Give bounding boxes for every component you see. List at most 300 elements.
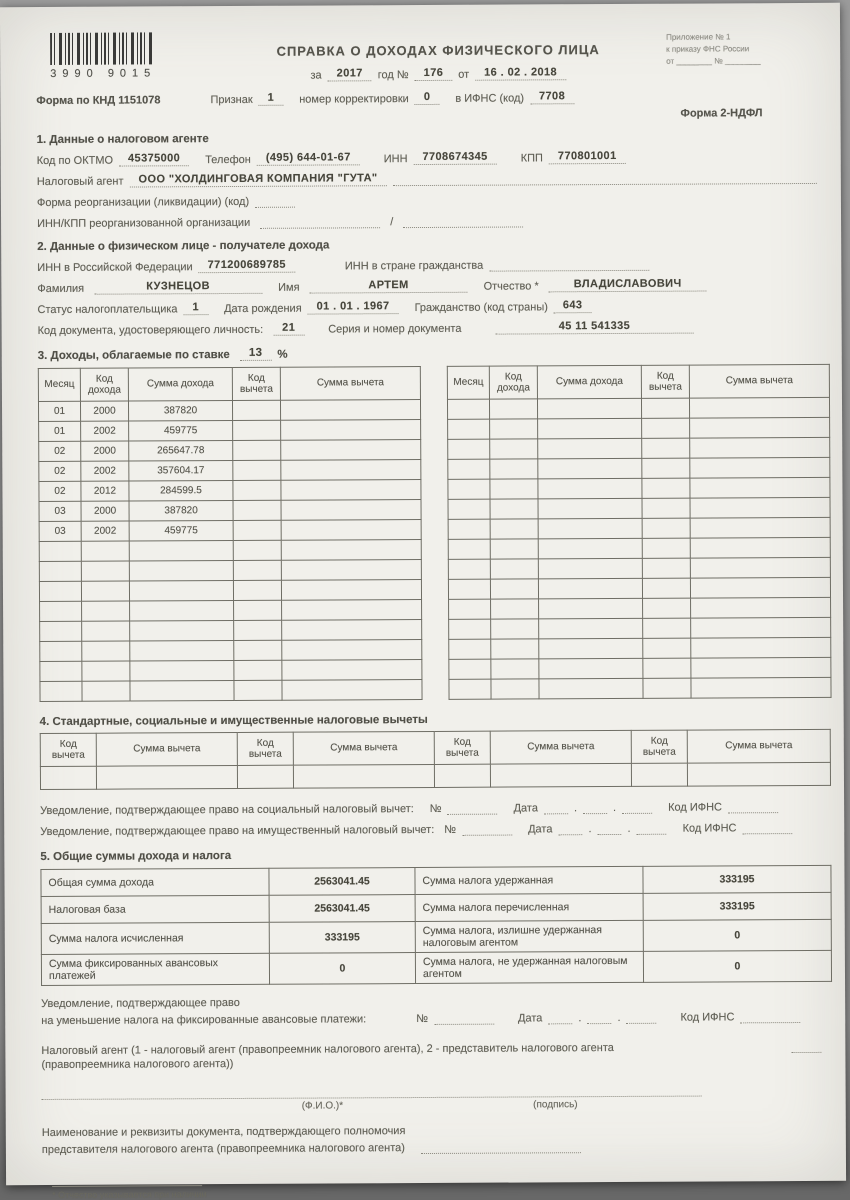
document-paper [0,3,846,1200]
table-cell [282,680,422,701]
table-cell [538,418,642,439]
certificate-date: 16 . 02 . 2018 [475,66,566,80]
table-cell [643,598,691,618]
table-row [41,919,831,954]
table-cell [489,399,537,419]
table-cell: 02 [39,481,81,501]
appendix-line: от ________ № ________ [666,56,761,66]
table-cell [39,581,81,601]
reorg-label: Форма реорганизации (ликвидации) (код) [36,195,250,210]
notice-date-blank [544,800,568,814]
table-cell [234,680,282,700]
notice-number-label: № [416,1012,429,1026]
table-cell [282,620,422,641]
table-row [448,497,830,519]
table-cell: Сумма фиксированных авансовых платежей [41,953,269,985]
table-cell: 333195 [643,865,831,893]
table-cell: 2000 [81,501,129,521]
table-cell: 01 [39,421,81,441]
column-header: Сумма вычета [490,730,631,764]
table-cell [490,499,538,519]
table-cell [491,639,539,659]
table-cell [538,558,642,579]
notice-date-blank [583,800,607,814]
notice-ifns-blank [728,799,778,813]
table-cell [490,439,538,459]
table-cell [641,398,689,418]
reorg-row [37,191,817,209]
barcode-block [36,32,210,80]
table-cell [130,620,234,641]
table-cell: Сумма налога перечисленная [415,893,643,921]
authority-line2 [42,1138,822,1156]
year-value: 2017 [328,67,372,81]
table-row [39,480,421,502]
table-row [448,477,830,499]
table-cell: 459775 [129,420,233,441]
agent-kind-blank [791,1039,821,1053]
date-dot: . [578,1012,582,1025]
table-row [448,537,830,559]
table-row [39,420,421,442]
person-document-row [38,319,818,337]
table-row [39,440,421,462]
table-cell: 387820 [128,400,232,421]
signature-label: (подпись) [533,1099,578,1111]
table-header-row [40,729,830,766]
table-cell [643,658,691,678]
table-cell: 2563041.45 [269,895,415,923]
person-name-row [37,277,817,295]
table-cell [233,460,281,480]
notice-date-blank [558,821,582,835]
table-cell [690,457,830,478]
section4-title: 4. Стандартные, социальные и имущественные налоговые вычеты [39,713,428,729]
table-cell: 284599.5 [129,480,233,501]
table-cell [449,599,491,619]
notice-date-blank [587,1010,611,1024]
notice-ifns-blank [740,1009,800,1023]
notice-ifns-label: Код ИФНС [682,822,737,835]
table-cell [234,640,282,660]
ifns-label: в ИФНС (код) [455,92,525,105]
table-cell [689,397,829,418]
table-cell [234,660,282,680]
table-cell [233,560,281,580]
table-row [448,517,830,539]
table-row [40,600,422,622]
citizenship-value: 643 [554,299,592,313]
advance-notice-label1: Уведомление, подтверждающее право [41,996,240,1011]
table-cell [281,520,421,541]
table-cell [490,763,631,787]
table-cell [490,459,538,479]
phone-label: Телефон [205,153,251,167]
table-row [40,680,422,702]
table-cell: Сумма налога, не удержанная налоговым агентом [415,951,643,983]
table-cell [490,539,538,559]
agent-kind-label: Налоговый агент (1 - налоговый агент (правопреемник налогового агента), 2 - представитель налогового агента [41,1042,614,1058]
table-cell [690,577,830,598]
table-cell [233,520,281,540]
birthdate-label: Дата рождения [224,302,302,316]
table-cell: 459775 [129,520,233,541]
notice-date-label: Дата [513,802,538,815]
table-cell: Сумма налога удержанная [415,866,643,894]
column-header: Код дохода [80,368,128,401]
table-cell [642,418,690,438]
table-cell [491,679,539,699]
barcode [50,32,154,65]
table-cell [691,657,831,678]
innkpp-slash: / [390,216,394,229]
advance-notice-line2 [41,1009,821,1027]
deductions-table-header [40,729,830,766]
column-header: Код вычета [631,730,687,763]
oktmo-value: 45375000 [119,152,189,166]
table-cell [233,500,281,520]
section5-title: 5. Общие суммы дохода и налога [40,850,232,864]
table-cell: 2002 [81,461,129,481]
table-cell [491,599,539,619]
firstname-label: Имя [278,281,300,294]
agent-kpp-value: 770801001 [549,150,626,164]
table-cell: 387820 [129,500,233,521]
notice-number-label: № [429,802,442,815]
agent-kpp-label: КПП [520,152,543,165]
table-cell [642,498,690,518]
doc-code-label: Код документа, удостоверяющего личность: [37,323,264,338]
notice-date-blank [622,800,652,814]
advance-notice-line1 [41,994,821,1010]
appendix-note [666,29,816,68]
table-cell [82,601,130,621]
table-cell [447,399,489,419]
oktmo-label: Код по ОКТМО [36,154,114,168]
ifns-value: 7708 [530,90,574,104]
table-cell: 0 [269,953,415,985]
column-header: Сумма вычета [96,732,237,766]
footnote [52,1182,822,1200]
document-title: СПРАВКА О ДОХОДАХ ФИЗИЧЕСКОГО ЛИЦА [276,42,600,59]
document-subtitle [210,66,666,82]
table-row [40,762,830,789]
table-cell [690,537,830,558]
table-cell [39,561,81,581]
column-header: Код вычета [232,367,280,400]
year-label: за [310,69,322,82]
agent-kind-label2: (правопреемника налогового агента)) [41,1057,234,1072]
table-cell [538,438,642,459]
table-cell: 333195 [269,922,415,954]
table-cell: 2563041.45 [269,868,415,896]
column-header: Сумма вычета [687,729,830,763]
table-cell [234,600,282,620]
agent-requisites-row [37,149,817,167]
table-cell: 02 [39,461,81,481]
table-cell [490,519,538,539]
income-table-left [38,366,423,702]
table-cell [281,480,421,501]
table-row [41,865,831,896]
table-cell [643,638,691,658]
table-row [41,892,831,923]
firstname-value: АРТЕМ [310,279,468,294]
table-cell [40,661,82,681]
column-header: Сумма вычета [293,731,434,765]
table-cell [449,679,491,699]
table-cell [691,617,831,638]
footnote-text: * Отчество указывается при наличии [52,1189,207,1200]
table-cell [81,581,129,601]
agent-inn-label: ИНН [383,153,408,166]
table-cell [642,478,690,498]
table-cell [280,400,420,421]
table-cell [490,419,538,439]
table-row [448,577,830,599]
table-cell [434,764,490,787]
agent-name-blank [392,170,816,186]
table-cell [448,559,490,579]
table-cell [691,677,831,698]
table-cell: 01 [38,401,80,421]
table-cell [690,437,830,458]
table-cell [233,580,281,600]
table-cell [40,601,82,621]
citizenship-label: Гражданство (код страны) [414,301,548,315]
table-cell [687,762,830,786]
notice-ifns-label: Код ИФНС [668,801,723,814]
table-cell [448,539,490,559]
section1-title: 1. Данные о налоговом агенте [36,133,209,147]
notice-date-label: Дата [528,823,553,836]
table-cell: 0 [643,919,831,951]
table-cell [491,659,539,679]
table-cell: Сумма налога, излишне удержанная налоговым агентом [415,920,643,952]
table-cell [538,498,642,519]
table-row [449,677,831,699]
table-row [40,640,422,662]
table-cell [691,637,831,658]
form-2ndfl [0,3,846,1200]
table-cell [293,764,434,788]
property-notice-row [40,820,820,838]
table-cell [40,621,82,641]
table-cell [130,600,234,621]
table-cell [449,619,491,639]
table-cell [538,578,642,599]
table-cell [234,620,282,640]
appendix-line: Приложение № 1 [666,32,731,42]
correction-value: 0 [415,91,440,105]
signature-line [42,1084,702,1100]
date-dot: . [627,822,631,835]
table-cell [129,580,233,601]
table-row [448,437,830,459]
table-cell [491,619,539,639]
totals-table-body [41,865,832,985]
column-header: Сумма дохода [128,367,232,401]
table-header-row [38,367,420,402]
table-cell [82,641,130,661]
correction-label: номер корректировки [299,93,409,106]
person-status-row [37,298,817,316]
surname-label: Фамилия [37,282,85,296]
table-cell: 03 [39,521,81,541]
priznak-value: 1 [259,92,284,106]
table-cell [539,638,643,659]
inn-country-label: ИНН в стране гражданства [344,259,484,273]
table-row [39,580,421,602]
person-inn-row [37,256,817,274]
patronymic-value: ВЛАДИСЛАВОВИЧ [549,278,707,293]
table-row [449,657,831,679]
date-dot: . [612,801,617,815]
table-row [449,637,831,659]
table-cell [690,557,830,578]
column-header: Код вычета [40,733,96,766]
signature-labels [42,1098,822,1113]
notice-number-blank [448,801,498,815]
table-cell [691,597,831,618]
table-cell [281,440,421,461]
table-cell [490,579,538,599]
authority-blank [421,1139,581,1154]
date-dot: . [588,823,592,836]
inn-rf-label: ИНН в Российской Федерации [37,261,193,275]
title-block [210,30,666,82]
income-table-left-body [38,400,422,702]
priznak-label: Признак [210,93,253,107]
table-cell [490,479,538,499]
notice-number-label: № [444,823,457,836]
income-table-left-header [38,367,420,402]
document-header [36,29,816,83]
table-cell [448,439,490,459]
table-cell [96,765,237,789]
phone-value: (495) 644-01-67 [257,151,360,166]
column-header: Сумма вычета [689,364,829,398]
barcode-digits: 3990 9015 [50,67,157,80]
table-cell [642,558,690,578]
table-cell [539,658,643,679]
doc-number-value: 45 11 541335 [495,320,693,335]
birthdate-value: 01 . 01 . 1967 [308,300,399,314]
income-table-right-body [447,397,831,699]
table-cell [539,598,643,619]
table-cell [82,681,130,701]
table-cell [282,600,422,621]
reorg-kpp-blank [403,213,523,228]
totals-table [40,865,832,986]
section2-title: 2. Данные о физическом лице - получателе дохода [37,239,330,254]
notice-date-blank [548,1010,572,1024]
table-cell: 2002 [81,521,129,541]
table-cell [39,541,81,561]
table-cell [448,479,490,499]
table-cell: 333195 [643,892,831,920]
social-notice-row [40,799,820,817]
table-cell [449,659,491,679]
social-notice-label: Уведомление, подтверждающее право на социальный налоговый вычет: [40,803,414,818]
table-cell [448,419,490,439]
authority-label2: представителя налогового агента (правопреемника налогового агента) [41,1142,405,1157]
table-row [39,540,421,562]
table-cell [690,497,830,518]
table-row [39,560,421,582]
notice-number-blank [434,1011,494,1025]
table-cell [281,540,421,561]
table-cell [82,621,130,641]
table-row [448,417,830,439]
doc-code-value: 21 [273,322,304,336]
table-cell: Общая сумма дохода [41,868,269,896]
table-cell [40,681,82,701]
notice-date-blank [597,821,621,835]
table-cell [233,480,281,500]
table-cell [40,766,96,789]
table-cell: 0 [643,950,831,982]
table-cell [232,400,280,420]
patronymic-label: Отчество * [483,280,539,293]
table-cell [448,459,490,479]
table-cell: 02 [39,441,81,461]
authority-line1 [42,1123,822,1139]
table-cell [281,500,421,521]
table-cell [129,560,233,581]
table-row [38,400,420,422]
table-cell: 357604.17 [129,460,233,481]
surname-value: КУЗНЕЦОВ [94,280,262,295]
table-cell [281,560,421,581]
table-cell [690,417,830,438]
notice-date-blank [626,1010,656,1024]
table-cell [81,541,129,561]
inn-rf-value: 771200689785 [199,259,295,274]
table-cell [82,661,130,681]
table-cell [449,639,491,659]
table-cell [81,561,129,581]
table-cell [282,640,422,661]
column-header: Код дохода [489,366,537,399]
table-row [41,950,831,985]
status-value: 1 [183,301,208,315]
fio-label: (Ф.И.О.)* [301,1100,344,1112]
advance-notice-label2: на уменьшение налога на фиксированные авансовые платежи: [41,1013,367,1028]
table-cell [490,559,538,579]
appendix-line: к приказу ФНС России [666,44,750,54]
table-cell [448,579,490,599]
table-cell [538,478,642,499]
table-cell [642,578,690,598]
income-tables [38,364,820,702]
agent-label: Налоговый агент [36,175,124,189]
table-cell [448,519,490,539]
table-row [40,660,422,682]
authority-label1: Наименование и реквизиты документа, подтверждающего полномочия [41,1125,406,1140]
table-cell [129,540,233,561]
table-row [448,557,830,579]
table-cell [233,540,281,560]
table-cell: Налоговая база [41,895,269,923]
footnote-rule [52,1185,202,1187]
doc-number-label: Серия и номер документа [328,322,462,336]
table-cell [643,618,691,638]
table-cell: 03 [39,501,81,521]
knd-row [36,89,816,107]
table-cell [642,518,690,538]
deductions-table [40,729,831,790]
